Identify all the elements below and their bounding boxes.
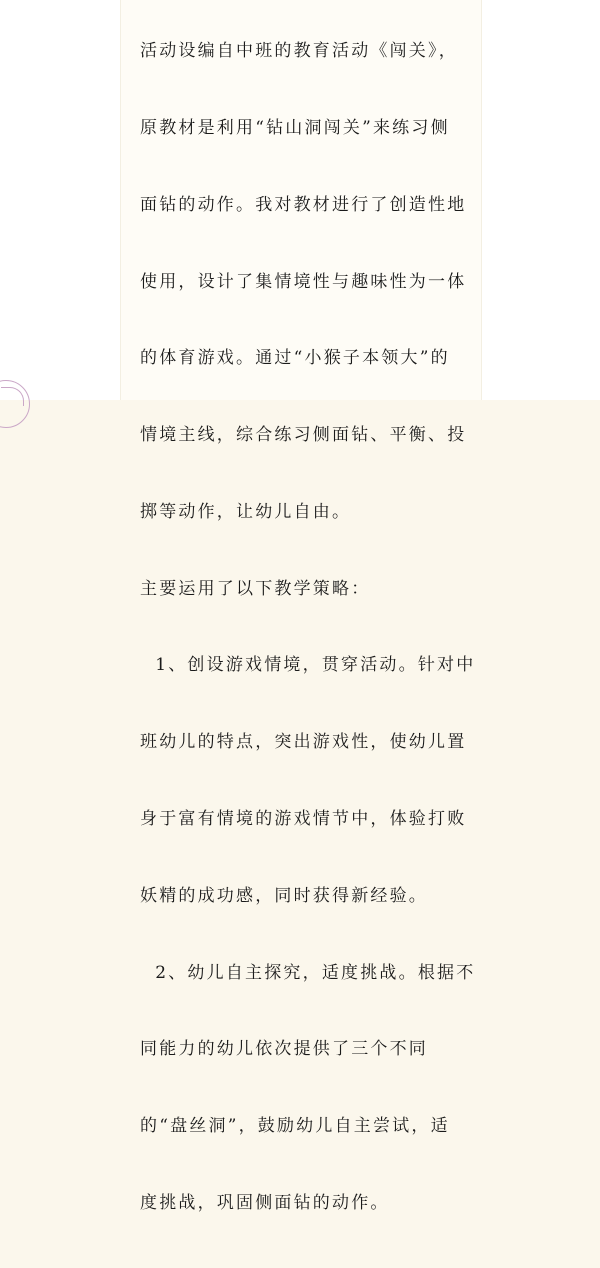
text-line: 班幼儿的特点，突出游戏性，使幼儿置 [140, 732, 467, 753]
text-line: 主要运用了以下教学策略： [140, 578, 371, 599]
text-line: 2、幼儿自主探究，适度挑战。根据不 [140, 962, 476, 983]
text-line: 活动设编自中班的教育活动《闯关》， [140, 41, 458, 62]
text-line: 妖精的成功感，同时获得新经验。 [140, 885, 428, 906]
text-line: 原教材是利用“钻山洞闯关”来练习侧 [140, 117, 450, 138]
text-line: 掷等动作，让幼儿自由。 [140, 501, 352, 522]
text-line: 1、创设游戏情境，贯穿活动。针对中 [140, 655, 476, 676]
text-line: 使用，设计了集情境性与趣味性为一体 [140, 271, 467, 292]
text-line: 度挑战，巩固侧面钻的动作。 [140, 1192, 390, 1213]
text-line: 的“盘丝洞”，鼓励幼儿自主尝试，适 [140, 1116, 450, 1137]
corner-ornament-icon [0, 380, 30, 428]
text-line: 的体育游戏。通过“小猴子本领大”的 [140, 348, 450, 369]
text-line: 情境主线，综合练习侧面钻、平衡、投 [140, 425, 467, 446]
text-line: 同能力的幼儿依次提供了三个不同 [140, 1039, 428, 1060]
text-line: 面钻的动作。我对教材进行了创造性地 [140, 194, 467, 215]
text-line: 身于富有情境的游戏情节中，体验打败 [140, 809, 467, 829]
document-text [140, 0, 476, 1268]
